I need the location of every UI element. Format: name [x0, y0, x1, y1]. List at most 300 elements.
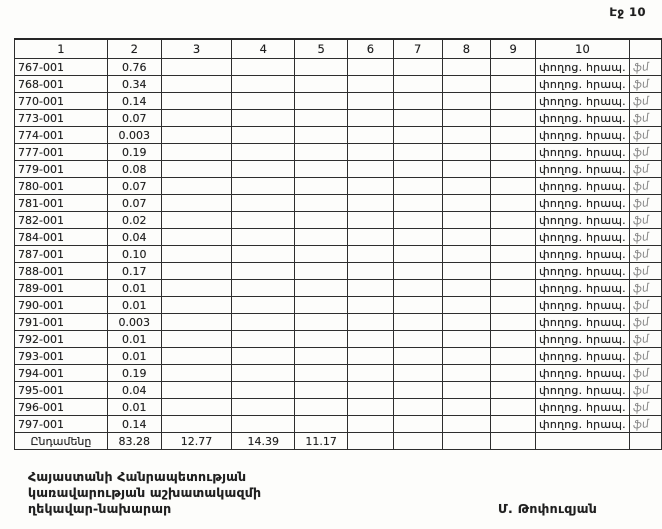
empty-cell: [393, 76, 442, 93]
row-value: 0.04: [107, 382, 161, 399]
empty-cell: [393, 416, 442, 433]
margin-mark-text: ֆմ: [632, 246, 650, 262]
table-row: [15, 382, 662, 399]
empty-cell: [442, 416, 491, 433]
empty-cell: [442, 399, 491, 416]
row-value: 0.08: [107, 161, 161, 178]
empty-cell: [442, 161, 491, 178]
empty-cell: [442, 195, 491, 212]
row-category: փողոց. հրապ.: [536, 280, 630, 297]
margin-mark-text: ֆմ: [632, 229, 650, 245]
empty-cell: [295, 195, 348, 212]
table-row: [15, 348, 662, 365]
empty-cell: [491, 382, 536, 399]
total-col5: 11.17: [295, 433, 348, 450]
empty-cell: [393, 365, 442, 382]
empty-cell: [348, 246, 394, 263]
row-code: 770-001: [15, 93, 108, 110]
issuer-line: կառավարության աշխատակազմի: [28, 485, 262, 500]
empty-cell: [442, 331, 491, 348]
row-category: փողոց. հրապ.: [536, 59, 630, 76]
empty-cell: [348, 297, 394, 314]
empty-cell: [491, 127, 536, 144]
row-code: 780-001: [15, 178, 108, 195]
empty-cell: [442, 348, 491, 365]
empty-cell: [295, 416, 348, 433]
total-label: Ընդամենը: [15, 433, 108, 450]
empty-cell: [161, 76, 232, 93]
handwritten-margin-mark: [629, 59, 661, 76]
column-header-6: 6: [348, 39, 394, 59]
empty-cell: [295, 178, 348, 195]
empty-cell: [295, 93, 348, 110]
row-code: 790-001: [15, 297, 108, 314]
handwritten-margin-mark: [629, 416, 661, 433]
row-code: 793-001: [15, 348, 108, 365]
empty-cell: [393, 280, 442, 297]
empty-cell: [393, 399, 442, 416]
empty-cell: [232, 280, 295, 297]
empty-cell: [348, 399, 394, 416]
row-value: 0.01: [107, 280, 161, 297]
empty-cell: [491, 93, 536, 110]
empty-cell: [442, 76, 491, 93]
margin-mark-text: ֆմ: [632, 263, 650, 279]
empty-cell: [491, 59, 536, 76]
table-row: [15, 212, 662, 229]
empty-cell: [232, 314, 295, 331]
table-row: [15, 178, 662, 195]
empty-cell: [348, 348, 394, 365]
row-category: փողոց. հրապ.: [536, 178, 630, 195]
empty-cell: [442, 144, 491, 161]
empty-cell: [393, 161, 442, 178]
handwritten-margin-mark: [629, 263, 661, 280]
empty-cell: [295, 212, 348, 229]
margin-mark-text: ֆմ: [632, 212, 650, 228]
empty-cell: [393, 314, 442, 331]
column-header-4: 4: [232, 39, 295, 59]
row-value: 0.07: [107, 195, 161, 212]
empty-cell: [295, 331, 348, 348]
empty-cell: [161, 382, 232, 399]
margin-mark-text: ֆմ: [632, 365, 650, 381]
handwritten-margin-mark: [629, 246, 661, 263]
empty-cell: [348, 76, 394, 93]
empty-cell: [295, 144, 348, 161]
empty-cell: [348, 280, 394, 297]
row-category: փողոց. հրապ.: [536, 144, 630, 161]
row-value: 0.10: [107, 246, 161, 263]
empty-cell: [161, 331, 232, 348]
table-row: [15, 229, 662, 246]
row-category: փողոց. հրապ.: [536, 263, 630, 280]
row-value: 0.02: [107, 212, 161, 229]
empty-cell: [161, 280, 232, 297]
table-row: [15, 110, 662, 127]
row-code: 794-001: [15, 365, 108, 382]
empty-cell: [348, 110, 394, 127]
handwritten-margin-mark: [629, 178, 661, 195]
issuer-line: Հայաստանի Հանրապետության: [28, 469, 247, 484]
empty-cell: [232, 195, 295, 212]
empty-cell: [442, 212, 491, 229]
row-value: 0.04: [107, 229, 161, 246]
empty-cell: [348, 178, 394, 195]
empty-cell: [491, 195, 536, 212]
empty-cell: [491, 399, 536, 416]
empty-cell: [295, 280, 348, 297]
row-value: 0.76: [107, 59, 161, 76]
empty-cell: [348, 331, 394, 348]
issuer-line: ղեկավար-նախարար: [28, 501, 172, 516]
row-code: 792-001: [15, 331, 108, 348]
row-code: 777-001: [15, 144, 108, 161]
row-code: 768-001: [15, 76, 108, 93]
table-row: [15, 280, 662, 297]
margin-mark-text: ֆմ: [632, 195, 650, 211]
margin-mark-text: ֆմ: [632, 161, 650, 177]
empty-cell: [393, 144, 442, 161]
empty-cell: [491, 331, 536, 348]
table-row: [15, 314, 662, 331]
empty-cell: [295, 348, 348, 365]
empty-cell: [442, 127, 491, 144]
empty-cell: [161, 144, 232, 161]
empty-cell: [442, 263, 491, 280]
empty-cell: [295, 263, 348, 280]
handwritten-margin-mark: [629, 331, 661, 348]
empty-cell: [232, 59, 295, 76]
page-number: Էջ 10: [609, 5, 646, 19]
row-code: 797-001: [15, 416, 108, 433]
empty-cell: [161, 314, 232, 331]
empty-cell: [348, 416, 394, 433]
table-row: [15, 297, 662, 314]
empty-cell: [348, 93, 394, 110]
row-code: 774-001: [15, 127, 108, 144]
empty-cell: [393, 246, 442, 263]
total-col2: 83.28: [107, 433, 161, 450]
empty-cell: [393, 195, 442, 212]
total-row: [15, 433, 662, 450]
empty-cell: [161, 93, 232, 110]
empty-cell: [295, 399, 348, 416]
empty-cell: [393, 297, 442, 314]
margin-mark-text: ֆմ: [632, 348, 650, 364]
handwritten-margin-mark: [629, 127, 661, 144]
empty-cell: [348, 314, 394, 331]
issuer-title-block: [28, 469, 261, 517]
empty-cell: [393, 212, 442, 229]
empty-cell: [348, 161, 394, 178]
table-row: [15, 76, 662, 93]
margin-mark-text: ֆմ: [632, 297, 650, 313]
empty-cell: [491, 212, 536, 229]
handwritten-margin-mark: [629, 365, 661, 382]
empty-cell: [348, 229, 394, 246]
row-value: 0.07: [107, 110, 161, 127]
row-code: 787-001: [15, 246, 108, 263]
empty-cell: [232, 144, 295, 161]
handwritten-margin-mark: [629, 314, 661, 331]
margin-mark-text: ֆմ: [632, 382, 650, 398]
empty-cell: [232, 365, 295, 382]
row-code: 788-001: [15, 263, 108, 280]
table-row: [15, 399, 662, 416]
empty-cell: [161, 178, 232, 195]
empty-cell: [491, 348, 536, 365]
empty-cell: [232, 110, 295, 127]
row-value: 0.14: [107, 93, 161, 110]
empty-cell: [232, 416, 295, 433]
empty-cell: [442, 246, 491, 263]
row-code: 796-001: [15, 399, 108, 416]
empty-cell: [295, 365, 348, 382]
handwritten-margin-mark: [629, 229, 661, 246]
empty-cell: [161, 212, 232, 229]
empty-cell: [161, 297, 232, 314]
empty-cell: [393, 127, 442, 144]
row-category: փողոց. հրապ.: [536, 110, 630, 127]
handwritten-margin-mark: [629, 195, 661, 212]
table-header-row: [15, 39, 662, 59]
row-category: փողոց. հրապ.: [536, 127, 630, 144]
row-category: փողոց. հրապ.: [536, 348, 630, 365]
handwritten-margin-mark: [629, 280, 661, 297]
row-code: 789-001: [15, 280, 108, 297]
column-header-10: 10: [536, 39, 630, 59]
table-row: [15, 416, 662, 433]
row-code: 779-001: [15, 161, 108, 178]
row-value: 0.01: [107, 331, 161, 348]
margin-mark-text: ֆմ: [632, 144, 650, 160]
empty-cell: [393, 331, 442, 348]
row-value: 0.01: [107, 348, 161, 365]
empty-cell: [161, 365, 232, 382]
row-value: 0.34: [107, 76, 161, 93]
empty-cell: [161, 195, 232, 212]
row-category: փողոց. հրապ.: [536, 76, 630, 93]
margin-mark-text: ֆմ: [632, 110, 650, 126]
empty-cell: [393, 382, 442, 399]
total-col3: 12.77: [161, 433, 232, 450]
table-row: [15, 365, 662, 382]
empty-cell: [161, 348, 232, 365]
empty-cell: [442, 93, 491, 110]
row-value: 0.003: [107, 314, 161, 331]
empty-cell: [161, 110, 232, 127]
empty-cell: [442, 59, 491, 76]
empty-cell: [348, 127, 394, 144]
handwritten-margin-mark: [629, 161, 661, 178]
empty-cell: [161, 399, 232, 416]
empty-cell: [491, 280, 536, 297]
empty-cell: [442, 365, 491, 382]
table-row: [15, 93, 662, 110]
empty-cell: [491, 144, 536, 161]
empty-cell: [491, 314, 536, 331]
empty-cell: [232, 331, 295, 348]
column-header-5: 5: [295, 39, 348, 59]
margin-mark-text: ֆմ: [632, 93, 650, 109]
empty-cell: [161, 229, 232, 246]
empty-cell: [491, 433, 536, 450]
empty-cell: [393, 178, 442, 195]
row-code: 767-001: [15, 59, 108, 76]
empty-cell: [442, 382, 491, 399]
row-code: 795-001: [15, 382, 108, 399]
row-value: 0.01: [107, 399, 161, 416]
empty-cell: [491, 246, 536, 263]
empty-cell: [295, 59, 348, 76]
row-category: փողոց. հրապ.: [536, 297, 630, 314]
margin-mark-text: ֆմ: [632, 331, 650, 347]
empty-cell: [348, 195, 394, 212]
empty-cell: [348, 263, 394, 280]
row-value: 0.14: [107, 416, 161, 433]
column-header-9: 9: [491, 39, 536, 59]
column-header-2: 2: [107, 39, 161, 59]
table-row: [15, 144, 662, 161]
row-category: փողոց. հրապ.: [536, 331, 630, 348]
column-header-3: 3: [161, 39, 232, 59]
empty-cell: [442, 229, 491, 246]
empty-cell: [161, 127, 232, 144]
table-row: [15, 331, 662, 348]
empty-cell: [232, 93, 295, 110]
empty-cell: [295, 297, 348, 314]
empty-cell: [442, 280, 491, 297]
empty-cell: [295, 314, 348, 331]
handwritten-margin-mark: [629, 76, 661, 93]
empty-cell: [348, 365, 394, 382]
margin-mark-text: ֆմ: [632, 314, 650, 330]
table-row: [15, 263, 662, 280]
empty-cell: [393, 93, 442, 110]
row-code: 784-001: [15, 229, 108, 246]
empty-cell: [491, 263, 536, 280]
empty-cell: [491, 178, 536, 195]
row-category: փողոց. հրապ.: [536, 93, 630, 110]
empty-cell: [295, 229, 348, 246]
signatory-name: Մ. Թոփուզյան: [498, 501, 598, 516]
handwritten-margin-mark: [629, 297, 661, 314]
row-value: 0.19: [107, 365, 161, 382]
empty-cell: [393, 229, 442, 246]
empty-cell: [295, 161, 348, 178]
handwritten-margin-mark: [629, 144, 661, 161]
row-value: 0.07: [107, 178, 161, 195]
column-header-1: 1: [15, 39, 108, 59]
empty-cell: [295, 110, 348, 127]
margin-mark-text: ֆմ: [632, 59, 650, 75]
margin-blank: [629, 433, 661, 450]
empty-cell: [232, 297, 295, 314]
empty-cell: [442, 433, 491, 450]
total-col4: 14.39: [232, 433, 295, 450]
empty-cell: [232, 263, 295, 280]
empty-cell: [348, 212, 394, 229]
empty-cell: [442, 314, 491, 331]
handwritten-margin-mark: [629, 212, 661, 229]
empty-cell: [232, 76, 295, 93]
margin-header-blank: [629, 39, 661, 59]
handwritten-margin-mark: [629, 93, 661, 110]
empty-cell: [161, 161, 232, 178]
empty-cell: [393, 433, 442, 450]
empty-cell: [491, 416, 536, 433]
land-register-table: [14, 38, 662, 450]
margin-mark-text: ֆմ: [632, 178, 650, 194]
table-row: [15, 127, 662, 144]
row-category: փողոց. հրապ.: [536, 399, 630, 416]
empty-cell: [232, 229, 295, 246]
empty-cell: [348, 433, 394, 450]
handwritten-margin-mark: [629, 348, 661, 365]
margin-mark-text: ֆմ: [632, 399, 650, 415]
empty-cell: [295, 246, 348, 263]
empty-cell: [491, 161, 536, 178]
empty-cell: [295, 127, 348, 144]
row-value: 0.01: [107, 297, 161, 314]
row-code: 791-001: [15, 314, 108, 331]
row-category: փողոց. հրապ.: [536, 416, 630, 433]
column-header-8: 8: [442, 39, 491, 59]
empty-cell: [442, 110, 491, 127]
empty-cell: [393, 263, 442, 280]
empty-cell: [393, 348, 442, 365]
row-code: 773-001: [15, 110, 108, 127]
row-value: 0.19: [107, 144, 161, 161]
row-category: փողոց. հրապ.: [536, 365, 630, 382]
handwritten-margin-mark: [629, 382, 661, 399]
handwritten-margin-mark: [629, 399, 661, 416]
row-category: փողոց. հրապ.: [536, 195, 630, 212]
empty-cell: [491, 229, 536, 246]
empty-cell: [232, 399, 295, 416]
empty-cell: [393, 110, 442, 127]
empty-cell: [232, 178, 295, 195]
row-category: փողոց. հրապ.: [536, 314, 630, 331]
empty-cell: [232, 348, 295, 365]
row-category: փողոց. հրապ.: [536, 382, 630, 399]
margin-mark-text: ֆմ: [632, 416, 650, 432]
empty-cell: [348, 59, 394, 76]
empty-cell: [348, 382, 394, 399]
empty-cell: [348, 144, 394, 161]
empty-cell: [161, 263, 232, 280]
margin-mark-text: ֆմ: [632, 76, 650, 92]
row-category: փողոց. հրապ.: [536, 161, 630, 178]
empty-cell: [295, 76, 348, 93]
table-row: [15, 246, 662, 263]
row-category: փողոց. հրապ.: [536, 212, 630, 229]
empty-cell: [161, 416, 232, 433]
empty-cell: [491, 76, 536, 93]
empty-cell: [536, 433, 630, 450]
empty-cell: [442, 297, 491, 314]
row-value: 0.003: [107, 127, 161, 144]
empty-cell: [161, 59, 232, 76]
empty-cell: [491, 365, 536, 382]
empty-cell: [232, 161, 295, 178]
table-row: [15, 161, 662, 178]
margin-mark-text: ֆմ: [632, 280, 650, 296]
row-code: 782-001: [15, 212, 108, 229]
row-value: 0.17: [107, 263, 161, 280]
margin-mark-text: ֆմ: [632, 127, 650, 143]
